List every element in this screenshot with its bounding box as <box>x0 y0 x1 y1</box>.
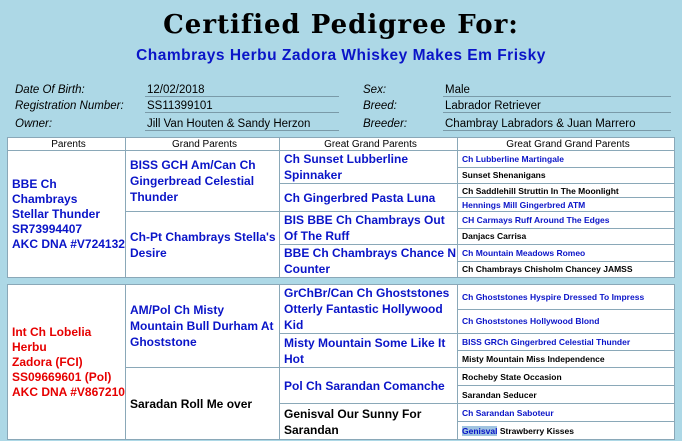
sire-gggp-1: Ch Lubberline Martingale <box>458 151 675 168</box>
dam-gggp-5: Rocheby State Occasion <box>458 368 675 386</box>
dob-value: 12/02/2018 <box>145 84 339 97</box>
header-great-grand-parents: Great Grand Parents <box>280 138 458 151</box>
dam-pedigree-table <box>7 284 675 440</box>
dam-parent-line: SS09669601 (Pol) <box>12 369 112 384</box>
breeder-label: Breeder: <box>363 118 408 130</box>
sire-gggp-3: Ch Saddlehill Struttin In The Moonlight <box>458 184 675 198</box>
dam-gggp-8-cell <box>458 422 675 440</box>
dam-ggp-3: Pol Ch Sarandan Comanche <box>280 368 458 404</box>
dam-gggp-7: Ch Sarandan Saboteur <box>458 404 675 422</box>
header-parents: Parents <box>8 138 126 151</box>
header-great-grand-grand-parents: Great Grand Grand Parents <box>458 138 675 151</box>
sire-parent-line: AKC DNA #V724132 <box>12 236 125 251</box>
dam-ggp-4: Genisval Our Sunny For Sarandan <box>280 404 458 440</box>
sire-pedigree-table <box>7 137 675 278</box>
sire-gggp-6: Danjacs Carrisa <box>458 228 675 245</box>
dob-label: Date Of Birth: <box>15 84 85 96</box>
dam-grandparent-1: AM/Pol Ch Misty Mountain Bull Durham At Ghoststone <box>126 285 280 368</box>
dam-gggp-6: Sarandan Seducer <box>458 386 675 404</box>
sire-parent-line: SR73994407 <box>12 221 83 236</box>
header-grand-parents: Grand Parents <box>126 138 280 151</box>
sire-gggp-4: Hennings Mill Gingerbred ATM <box>458 198 675 212</box>
breed-label: Breed: <box>363 100 397 112</box>
dog-name: Chambrays Herbu Zadora Whiskey Makes Em Frisky <box>136 47 546 64</box>
breed-value: Labrador Retriever <box>443 100 671 113</box>
sire-ggp-2: Ch Gingerbred Pasta Luna <box>280 184 458 212</box>
dam-parent-cell <box>8 285 126 440</box>
breeder-value: Chambray Labradors & Juan Marrero <box>443 118 671 131</box>
reg-label: Registration Number: <box>15 100 124 112</box>
sire-ggp-1: Ch Sunset Lubberline Spinnaker <box>280 151 458 184</box>
sire-parent-line: BBE Ch Chambrays <box>12 176 78 206</box>
dam-gggp-3: BISS GRCh Gingerbred Celestial Thunder <box>458 334 675 351</box>
sire-gggp-2: Sunset Shenanigans <box>458 167 675 184</box>
dam-parent-line: AKC DNA #V867210 <box>12 384 125 399</box>
sire-gggp-5: CH Carmays Ruff Around The Edges <box>458 212 675 229</box>
pedigree-title: Certified Pedigree For: <box>163 10 519 40</box>
dam-gggp-2: Ch Ghoststones Hollywood Blond <box>458 309 675 334</box>
owner-label: Owner: <box>15 118 53 130</box>
sex-value: Male <box>443 84 671 97</box>
sire-ggp-4: BBE Ch Chambrays Chance N Counter <box>280 245 458 278</box>
highlighted-prefix: Genisval <box>462 425 498 436</box>
sire-grandparent-2: Ch-Pt Chambrays Stella's Desire <box>126 212 280 278</box>
dam-gggp-4: Misty Mountain Miss Independence <box>458 351 675 368</box>
dam-parent-line: Zadora (FCI) <box>12 354 83 369</box>
dam-gggp-1: Ch Ghoststones Hyspire Dressed To Impress <box>458 285 675 310</box>
dam-parent-line: Int Ch Lobelia Herbu <box>12 324 92 354</box>
sire-grandparent-1: BISS GCH Am/Can Ch Gingerbread Celestial Thunder <box>126 151 280 212</box>
dam-grandparent-2: Saradan Roll Me over <box>126 368 280 440</box>
dam-ggp-1: GrChBr/Can Ch Ghoststones Otterly Fantastic Hollywood Kid <box>280 285 458 334</box>
sire-parent-line: Stellar Thunder <box>12 206 101 221</box>
sex-label: Sex: <box>363 84 387 96</box>
sire-parent-cell <box>8 151 126 278</box>
owner-value: Jill Van Houten & Sandy Herzon <box>145 118 339 131</box>
dam-ggp-2: Misty Mountain Some Like It Hot <box>280 334 458 368</box>
dam-gggp-8: Strawberry Kisses <box>499 425 574 436</box>
reg-value: SS11399101 <box>145 100 339 113</box>
sire-gggp-7: Ch Mountain Meadows Romeo <box>458 245 675 262</box>
sire-gggp-8: Ch Chambrays Chisholm Chancey JAMSS <box>458 261 675 278</box>
sire-ggp-3: BIS BBE Ch Chambrays Out Of The Ruff <box>280 212 458 245</box>
